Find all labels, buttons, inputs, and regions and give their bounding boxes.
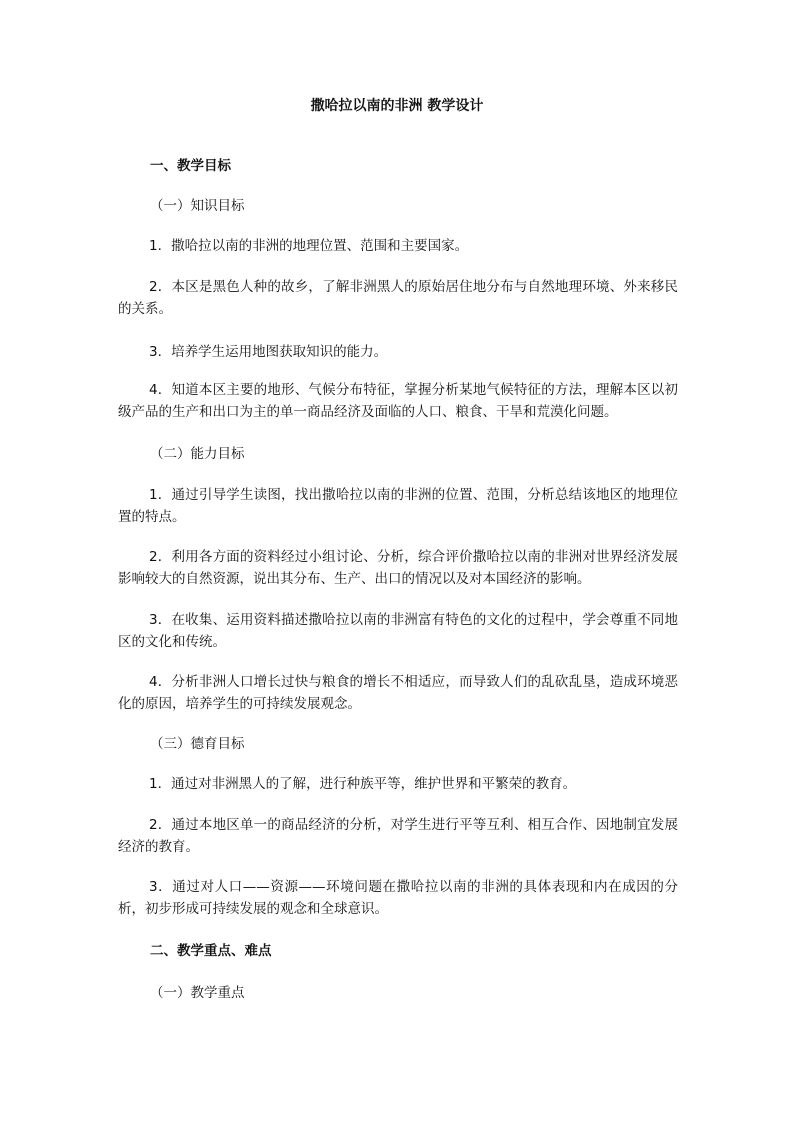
ability-item-1: 1．通过引导学生读图，找出撒哈拉以南的非洲的位置、范围，分析总结该地区的地理位置的特点。	[118, 487, 678, 525]
ability-item-2: 2．利用各方面的资料经过小组讨论、分析，综合评价撒哈拉以南的非洲对世界经济发展影响较大的自然资源，说出其分布、生产、出口的情况以及对本国经济的影响。	[118, 549, 678, 587]
subheading-moral-objectives: （三）德育目标	[150, 736, 245, 752]
subheading-ability-objectives: （二）能力目标	[150, 446, 245, 462]
knowledge-item-1: 1．撒哈拉以南的非洲的地理位置、范围和主要国家。	[149, 238, 469, 254]
knowledge-item-3: 3．培养学生运用地图获取知识的能力。	[149, 344, 388, 360]
subheading-teaching-key-points: （一）教学重点	[150, 985, 245, 1001]
moral-item-1: 1．通过对非洲黑人的了解，进行种族平等，维护世界和平繁荣的教育。	[149, 776, 577, 792]
knowledge-item-2: 2．本区是黑色人种的故乡，了解非洲黑人的原始居住地分布与自然地理环境、外来移民的关系。	[118, 279, 678, 317]
knowledge-item-4: 4．知道本区主要的地形、气候分布特征，掌握分析某地气候特征的方法，理解本区以初级产品的生产和出口为主的单一商品经济及面临的人口、粮食、干旱和荒漠化问题。	[118, 382, 678, 420]
section-heading-key-difficult-points: 二、教学重点、难点	[150, 943, 272, 959]
ability-item-3: 3．在收集、运用资料描述撒哈拉以南的非洲富有特色的文化的过程中，学会尊重不同地区的文化和传统。	[118, 612, 678, 650]
moral-item-2: 2．通过本地区单一的商品经济的分析，对学生进行平等互利、相互合作、因地制宜发展经济的教育。	[118, 817, 678, 855]
document-title: 撒哈拉以南的非洲 教学设计	[310, 98, 484, 114]
subheading-knowledge-objectives: （一）知识目标	[150, 198, 245, 214]
section-heading-teaching-objectives: 一、教学目标	[150, 158, 231, 174]
moral-item-3: 3．通过对人口——资源——环境问题在撒哈拉以南的非洲的具体表现和内在成因的分析，初步形成可持续发展的观念和全球意识。	[118, 879, 678, 917]
ability-item-4: 4．分析非洲人口增长过快与粮食的增长不相适应，而导致人们的乱砍乱垦，造成环境恶化的原因，培养学生的可持续发展观念。	[118, 674, 678, 712]
